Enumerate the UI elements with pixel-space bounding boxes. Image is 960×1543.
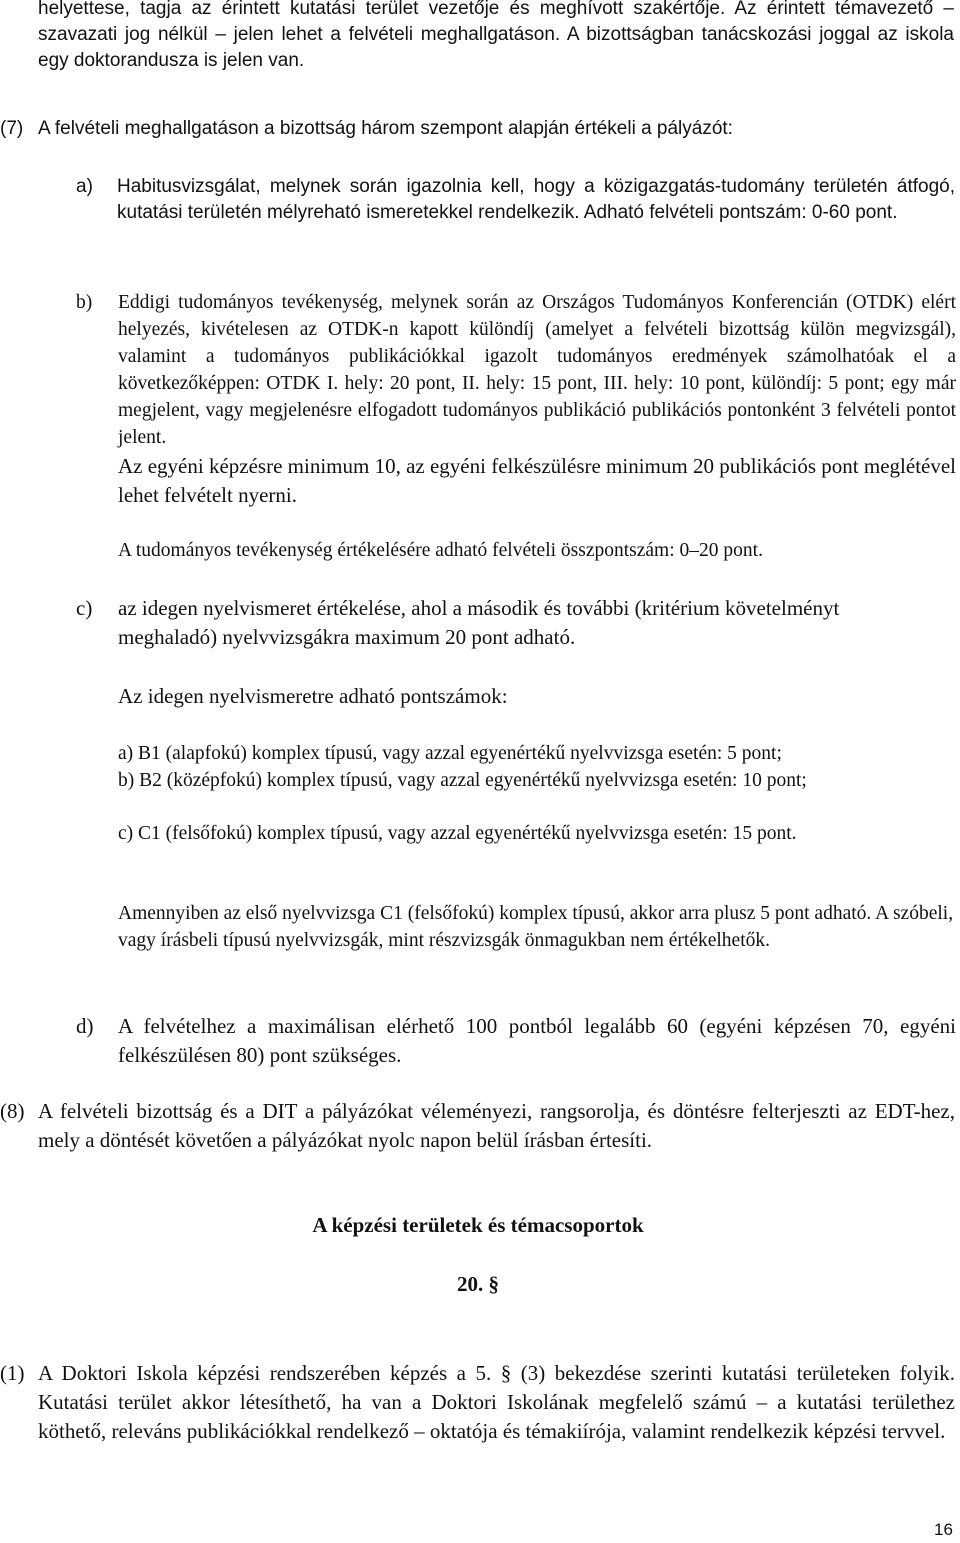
- paragraph-7-label: (7): [0, 118, 24, 139]
- continuation-paragraph: helyettese, tagja az érintett kutatási terület vezetője és meghívott szakértője. Az érintett témavezető – szavazati jog nélkül – jelen lehet a felvételi meghallgatáson. A bizottságban tanácskozási joggal az iskola egy doktorandusza is jelen van.: [38, 0, 954, 71]
- paragraph-8-text: A felvételi bizottság és a DIT a pályázókat véleményezi, rangsorolja, és döntésre felterjeszti az EDT-hez, mely a döntését követően a pályázókat nyolc napon belül írásban értesíti.: [38, 1099, 955, 1152]
- section-title: A képzési területek és témacsoportok: [312, 1213, 644, 1237]
- paragraph-7-text: A felvételi meghallgatáson a bizottság három szempont alapján értékeli a pályázót:: [38, 118, 733, 139]
- language-item-c1: c) C1 (felsőfokú) komplex típusú, vagy azzal egyenértékű nyelvvizsga esetén: 15 pont.: [118, 823, 797, 844]
- item-c-label: c): [76, 596, 93, 620]
- language-subheading: Az idegen nyelvismeretre adható pontszámok:: [118, 684, 508, 708]
- item-d-text: A felvételhez a maximálisan elérhető 100 pontból legalább 60 (egyéni képzésen 70, egyéni felkészülésen 80) pont szükséges.: [118, 1014, 956, 1067]
- language-item-b1: a) B1 (alapfokú) komplex típusú, vagy azzal egyenértékű nyelvvizsga esetén: 5 pont;: [118, 743, 782, 764]
- item-a-text: Habitusvizsgálat, melynek során igazolnia kell, hogy a közigazgatás-tudomány területén átfogó, kutatási területén mélyreható ismeretekkel rendelkezik. Adható felvételi pontszám: 0-60 pont.: [117, 176, 955, 223]
- item-b-text-tail: Az egyéni képzésre minimum 10, az egyéni felkészülésre minimum 20 publikációs pont meglétével lehet felvételt nyerni.: [118, 454, 957, 507]
- page-number: 16: [934, 1520, 953, 1539]
- item-c-text: az idegen nyelvismeret értékelése, ahol a második és további (kritérium követelményt meghaladó) nyelvvizsgákra maximum 20 pont adható.: [118, 596, 840, 649]
- paragraph-1-text: A Doktori Iskola képzési rendszerében képzés a 5. § (3) bekezdése szerinti kutatási területeken folyik. Kutatási terület akkor létesíthető, ha van a Doktori Iskolának megfelelő számú – a kutatási területhez köthető, releváns publikációkkal rendelkező – oktatója és témakiírója, valamint rendelkezik képzési tervvel.: [38, 1361, 955, 1443]
- item-b-text: Eddigi tudományos tevékenység, melynek során az Országos Tudományos Konferencián (OTDK) elért helyezés, kivételesen az OTDK-n kapott különdíj (amelyet a felvételi bizottság külön megvizsgál), valamint a tudományos publikációkkal igazolt tudományos eredmények számolhatóak el a következőképpen: OTDK I. hely: 20 pont, II. hely: 15 pont, III. hely: 10 pont, különdíj: 5 pont; egy már megjelent, vagy megjelenésre elfogadott tudományos publikáció publikációs pontonként 3 felvételi pontot jelent.: [118, 292, 956, 448]
- item-b-label: b): [76, 292, 93, 313]
- paragraph-1-label: (1): [0, 1361, 25, 1385]
- item-b-total: A tudományos tevékenység értékelésére adható felvételi összpontszám: 0–20 pont.: [118, 540, 763, 561]
- language-item-b2: b) B2 (középfokú) komplex típusú, vagy azzal egyenértékű nyelvvizsga esetén: 10 pont;: [118, 770, 807, 791]
- item-d-label: d): [76, 1014, 94, 1038]
- paragraph-8-label: (8): [0, 1099, 25, 1123]
- item-a-label: a): [76, 176, 93, 197]
- language-note: Amennyiben az első nyelvvizsga C1 (felsőfokú) komplex típusú, akkor arra plusz 5 pont adható. A szóbeli, vagy írásbeli típusú nyelvvizsgák, mint részvizsgák önmagukban nem értékelhetők.: [118, 903, 954, 951]
- section-number: 20. §: [457, 1272, 499, 1296]
